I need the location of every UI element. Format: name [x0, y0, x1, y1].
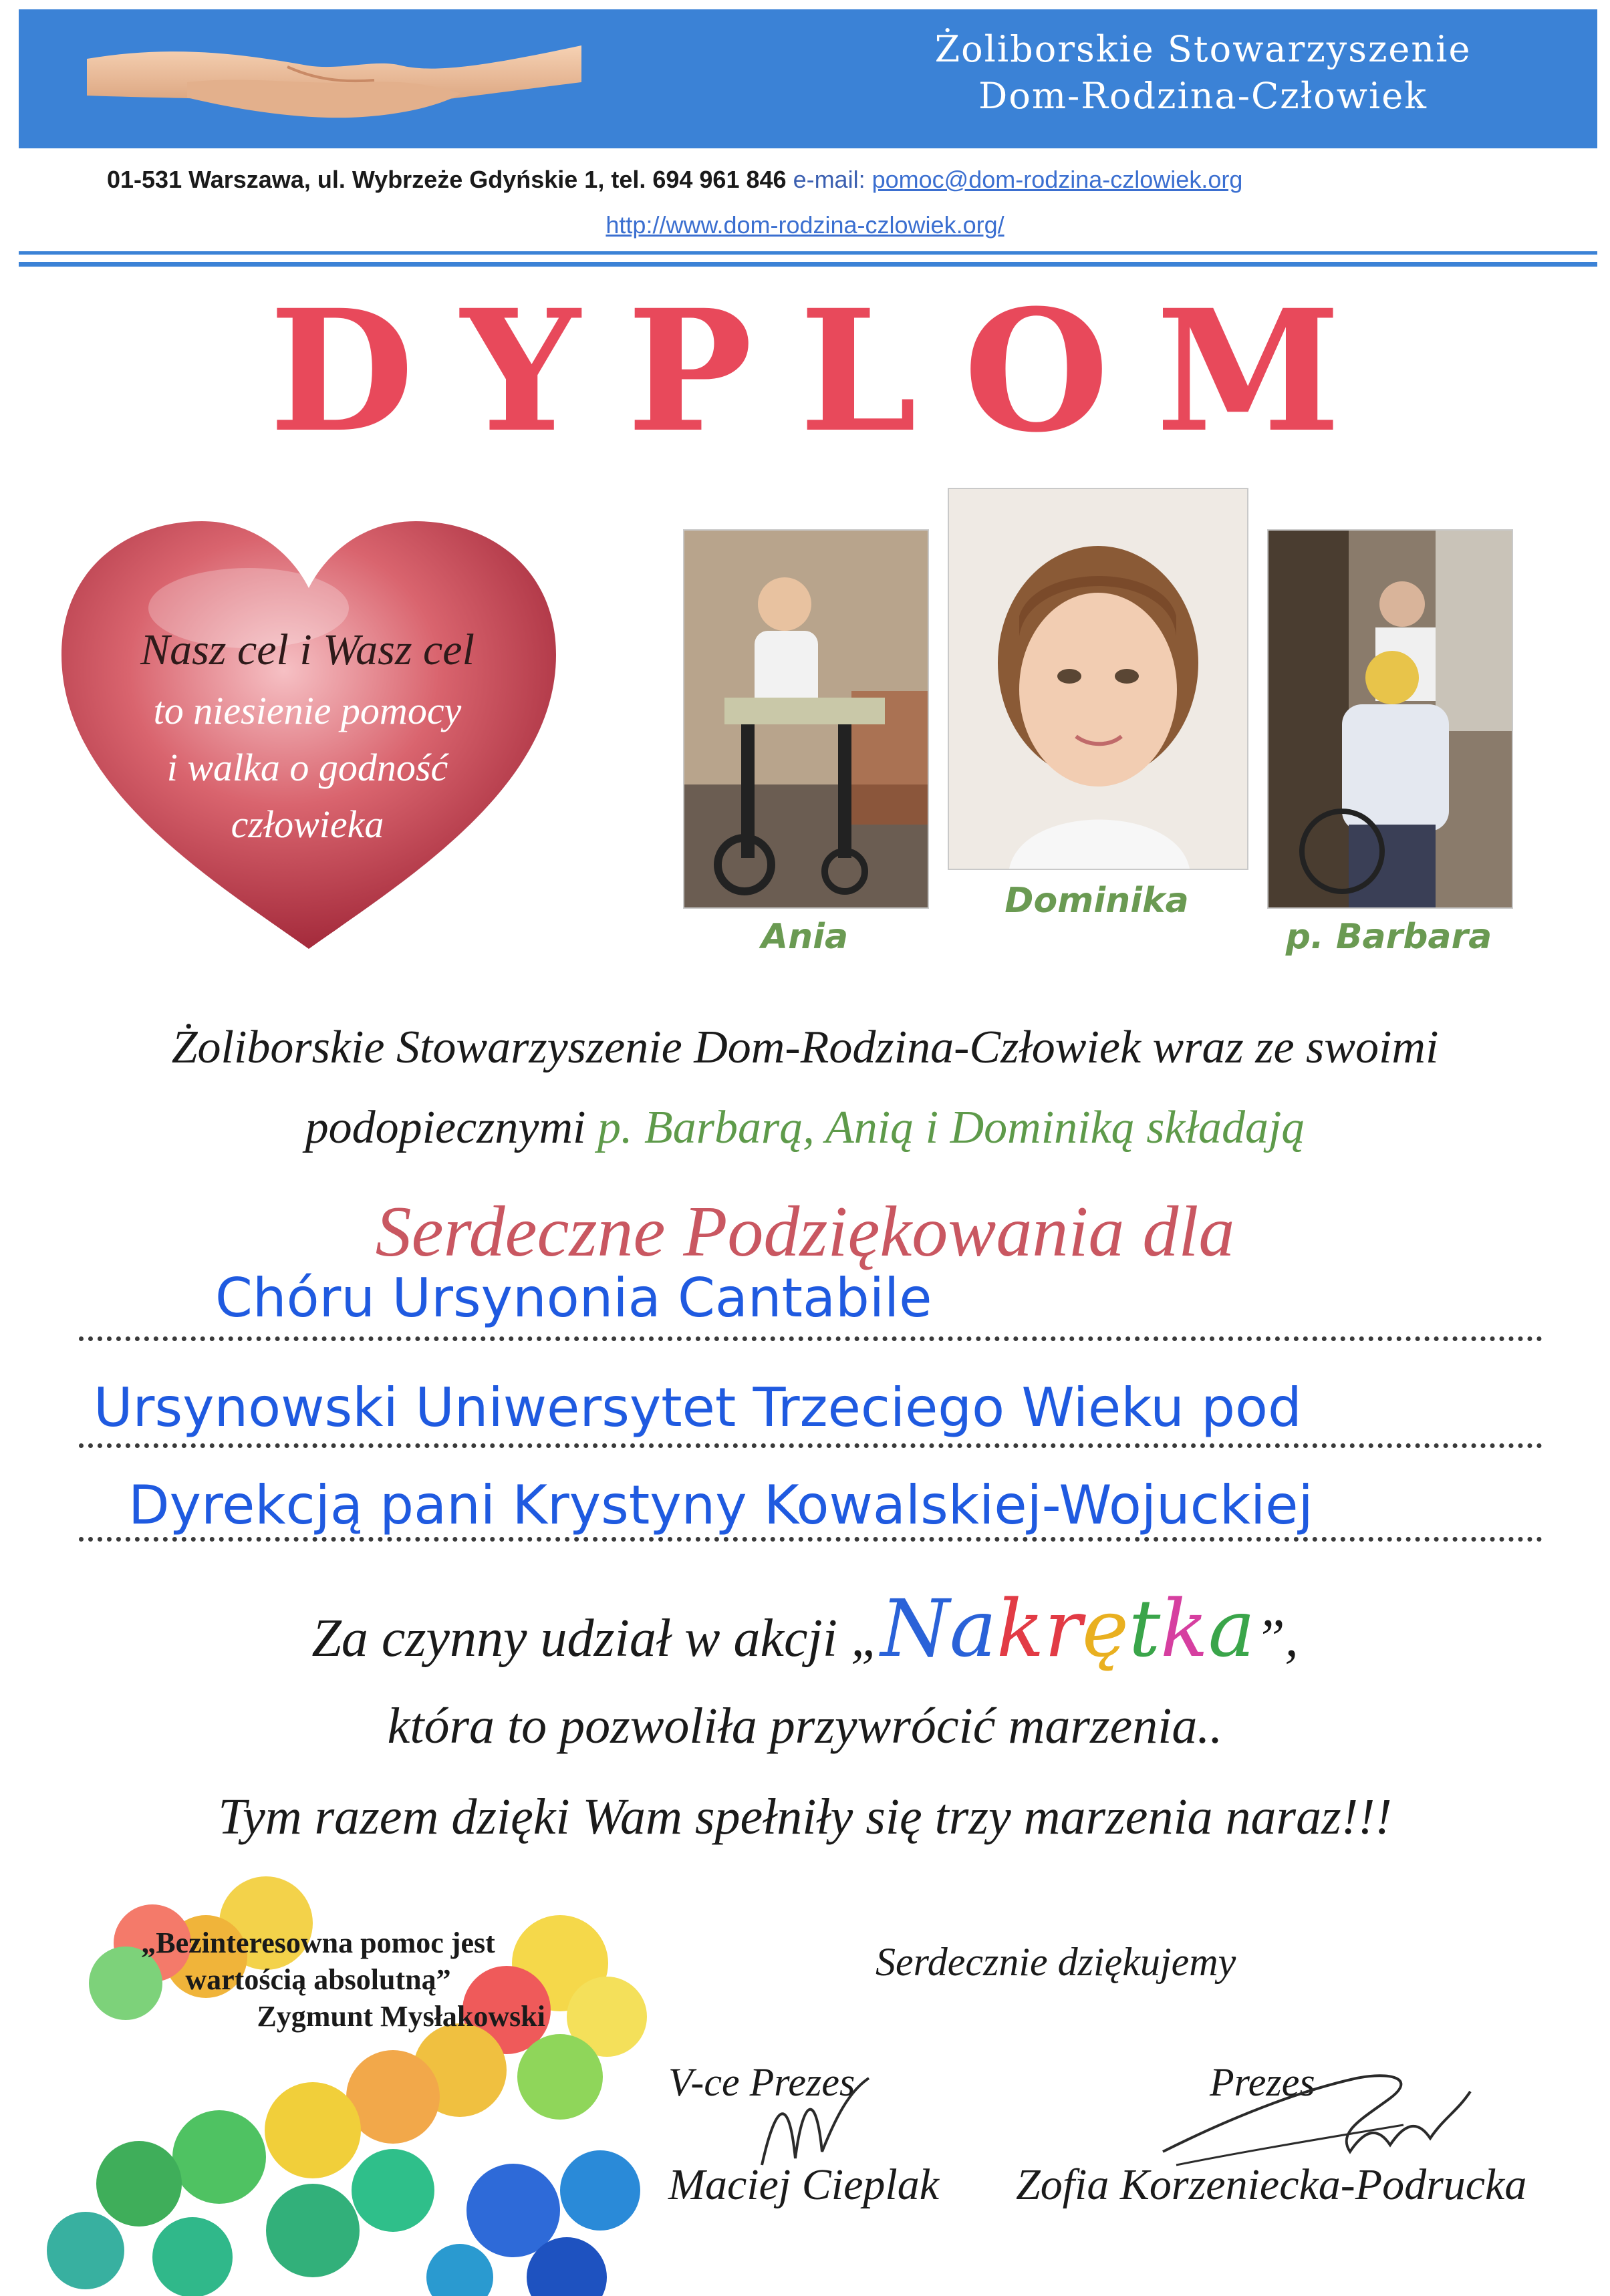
recipient-line1: Chóru Ursynonia Cantabile — [215, 1267, 932, 1329]
caption-ania: Ania — [761, 917, 849, 957]
beneficiaries-names: p. Barbarą, Anią i Dominiką — [597, 1102, 1135, 1153]
closing-text: Serdecznie dziękujemy — [876, 1940, 1236, 1984]
campaign-name-letter: k — [996, 1582, 1045, 1675]
campaign-name-letter: ę — [1081, 1582, 1129, 1675]
header-divider — [19, 251, 1597, 255]
diploma-title: DYPLOM — [269, 273, 1388, 469]
caption-barbara: p. Barbara — [1285, 917, 1492, 957]
body-line2-start: podopiecznymi — [305, 1102, 586, 1153]
thanks-heading: Serdeczne Podziękowania dla — [375, 1192, 1235, 1272]
quote-block — [64, 1924, 572, 2035]
heart-text-line1: Nasz cel i Wasz cel — [140, 625, 475, 674]
handshake-icon — [87, 19, 581, 132]
campaign-name-letter: N — [880, 1582, 950, 1675]
action-line-end: ”, — [1255, 1609, 1299, 1668]
photo-dominika — [948, 488, 1248, 870]
quote-author: Zygmunt Mysłakowski — [257, 2000, 545, 2033]
action-line-start: Za czynny udział w akcji „ — [311, 1609, 881, 1668]
photo-barbara — [1267, 529, 1513, 909]
campaign-name-letter: a — [949, 1582, 997, 1675]
heart-icon — [48, 508, 569, 962]
quote-line1: „Bezinteresowna pomoc jest — [141, 1926, 495, 1959]
email-label: e-mail: — [793, 166, 865, 193]
campaign-name-letter: a — [1208, 1582, 1256, 1675]
email-link[interactable]: pomoc@dom-rodzina-czlowiek.org — [871, 166, 1243, 193]
campaign-name-letter: k — [1160, 1582, 1208, 1675]
body-line2-end: składają — [1146, 1102, 1305, 1153]
body-line1: Żoliborskie Stowarzyszenie Dom-Rodzina-Człowiek wraz ze swoimi — [171, 1022, 1439, 1073]
vice-president-title: V-ce Prezes — [668, 2060, 855, 2104]
recipient-line2: Ursynowski Uniwersytet Trzeciego Wieku pod — [94, 1377, 1302, 1439]
quote-line2: wartością absolutną” — [185, 1963, 451, 1996]
campaign-name-letter: r — [1044, 1582, 1082, 1675]
caption-dominika: Dominika — [1004, 881, 1189, 921]
org-name-line1: Żoliborskie Stowarzyszenie — [934, 28, 1472, 70]
photo-ania — [683, 529, 929, 909]
dotted-line — [79, 1443, 1542, 1448]
heart-text-line2: to niesienie pomocy — [153, 689, 462, 732]
address-line — [107, 166, 1242, 194]
body-line5: Tym razem dzięki Wam spełniły się trzy marzenia naraz!!! — [218, 1789, 1392, 1845]
website-link[interactable]: http://www.dom-rodzina-czlowiek.org/ — [606, 211, 1004, 239]
heart-text-line4: człowieka — [231, 803, 384, 846]
recipient-line3: Dyrekcją pani Krystyny Kowalskiej-Wojuckiej — [128, 1474, 1313, 1536]
action-line — [0, 1582, 1610, 1675]
dotted-line — [79, 1537, 1542, 1542]
postal-address: 01-531 Warszawa, ul. Wybrzeże Gdyńskie 1, tel. 694 961 846 — [107, 166, 787, 193]
body-line4: która to pozwoliła przywrócić marzenia.. — [387, 1698, 1223, 1754]
header-divider — [19, 262, 1597, 267]
vice-president-name: Maciej Cieplak — [668, 2160, 940, 2209]
body-line2 — [0, 1101, 1610, 1155]
president-name: Zofia Korzeniecka-Podrucka — [1016, 2160, 1527, 2209]
heart-text-line3: i walka o godność — [166, 746, 448, 789]
president-title: Prezes — [1210, 2060, 1315, 2104]
campaign-name — [880, 1582, 1255, 1675]
dotted-line — [79, 1336, 1542, 1341]
campaign-name-letter: t — [1128, 1582, 1161, 1675]
org-name-line2: Dom-Rodzina-Człowiek — [978, 75, 1428, 117]
